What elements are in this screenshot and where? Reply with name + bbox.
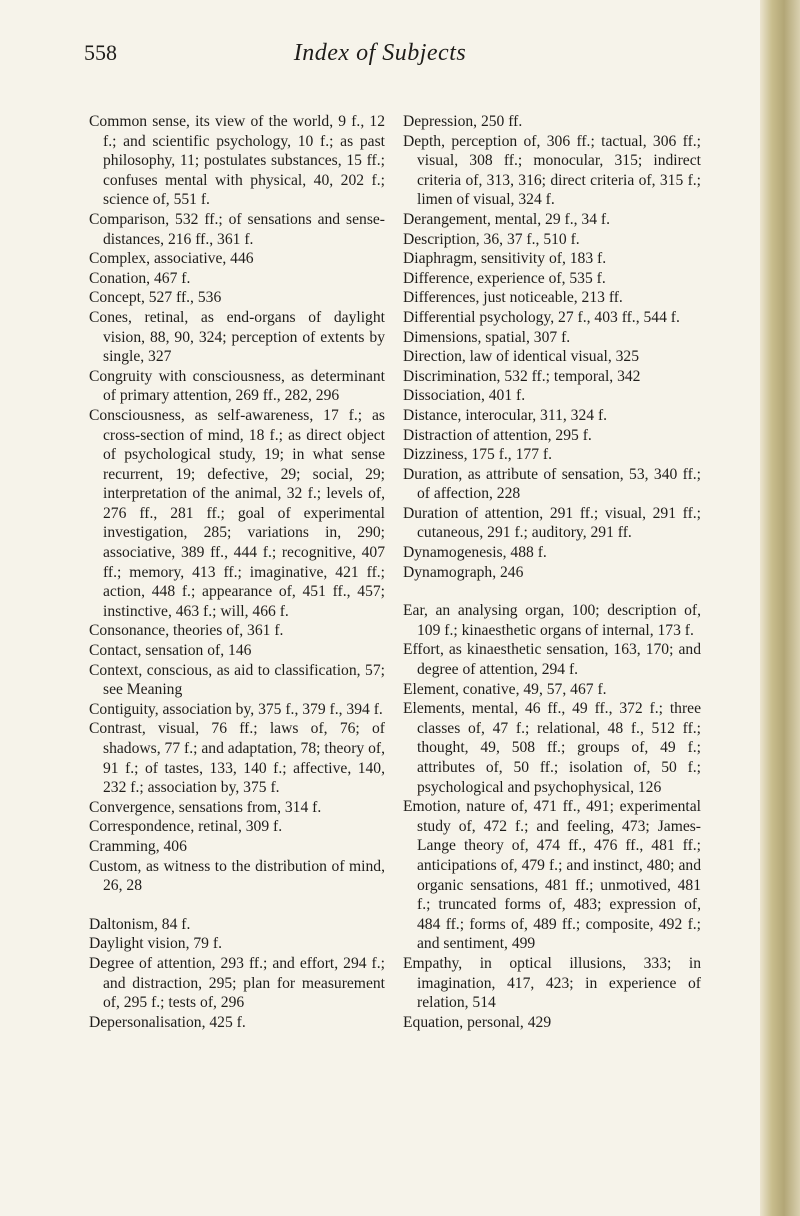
index-entry: Contact, sensation of, 146 [89, 642, 252, 660]
index-entry: Dynamograph, 246 [403, 563, 524, 581]
index-entry: Differential psychology, 27 f., 403 ff., 544 f. [403, 308, 680, 326]
index-entry: Derangement, mental, 29 f., 34 f. [403, 210, 610, 228]
index-entry: Depression, 250 ff. [403, 113, 523, 130]
index-entry: Cramming, 406 [89, 837, 187, 855]
index-entry: Distance, interocular, 311, 324 f. [403, 406, 608, 424]
index-entry: Duration, as attribute of sensation, 53, 340 ff.; of affection, 228 [403, 465, 701, 503]
index-entry: Dissociation, 401 f. [403, 387, 526, 405]
index-entry: Element, conative, 49, 57, 467 f. [403, 680, 607, 698]
index-entry: Dimensions, spatial, 307 f. [403, 328, 571, 346]
page-number: 558 [84, 40, 117, 65]
index-entry: Congruity with consciousness, as determinant of primary attention, 269 ff., 282, 296 [89, 367, 385, 405]
index-entry: Common sense, its view of the world, 9 f., 12 f.; and scientific psychology, 10 f.; as past philosophy, 11; postulates substances, 15 ff.; confuses mental with physical, 40, 202 f.; science of, 551 f. [89, 113, 385, 209]
index-entry: Description, 36, 37 f., 510 f. [403, 230, 580, 248]
index-entry: Depersonalisation, 425 f. [89, 1013, 246, 1031]
index-entry: Consciousness, as self-awareness, 17 f.; as cross-section of mind, 18 f.; as direct object of psychological study, 19; in what sense recurrent, 19; defective, 29; social, 29; interpretation of the animal, 32 f.; levels of, 276 ff., 281 ff.; goal of experimental investigation, 285; variations in, 290; associative, 389 ff., 444 f.; recognitive, 407 ff.; memory, 413 ff.; imaginative, 421 ff.; action, 448 f.; appearance of, 451 ff., 457; instinctive, 463 f.; will, 466 f. [89, 406, 385, 620]
index-entry: Convergence, sensations from, 314 f. [89, 798, 322, 816]
index-column-right [403, 112, 701, 1032]
index-entry: Ear, an analysing organ, 100; description of, 109 f.; kinaesthetic organs of internal, 173 f. [403, 602, 701, 639]
index-entry: Distraction of attention, 295 f. [403, 426, 592, 444]
index-entry: Degree of attention, 293 ff.; and effort, 294 f.; and distraction, 295; plan for measurement of, 295 f.; tests of, 296 [89, 954, 385, 1012]
running-head: Index of Subjects [293, 40, 467, 66]
index-entry: Depth, perception of, 306 ff.; tactual, 306 ff.; visual, 308 ff.; monocular, 315; indirect criteria of, 313, 316; direct criteria of, 315 f.; limen of visual, 324 f. [403, 132, 701, 209]
page-edge [760, 0, 800, 1216]
index-entry: Discrimination, 532 ff.; temporal, 342 [403, 367, 641, 385]
index-column-left [89, 112, 385, 1032]
index-entry: Contrast, visual, 76 ff.; laws of, 76; of shadows, 77 f.; and adaptation, 78; theory of, 91 f.; of tastes, 133, 140 f.; affective, 140, 232 f.; association by, 375 f. [89, 720, 385, 797]
index-entry: Daylight vision, 79 f. [89, 935, 222, 953]
index-entry: Differences, just noticeable, 213 ff. [403, 289, 623, 307]
index-entry: Dizziness, 175 f., 177 f. [403, 446, 552, 464]
index-entry: Daltonism, 84 f. [89, 915, 191, 933]
index-entry: Direction, law of identical visual, 325 [403, 348, 640, 366]
index-entry: Dynamogenesis, 488 f. [403, 544, 547, 562]
index-entry: Conation, 467 f. [89, 269, 191, 287]
index-entry: Cones, retinal, as end-organs of daylight vision, 88, 90, 324; perception of extents by single, 327 [89, 308, 385, 366]
index-entry: Custom, as witness to the distribution of mind, 26, 28 [89, 857, 385, 895]
index-entry: Effort, as kinaesthetic sensation, 163, 170; and degree of attention, 294 f. [403, 641, 701, 679]
index-entry: Contiguity, association by, 375 f., 379 f., 394 f. [89, 700, 383, 718]
index-entry: Elements, mental, 46 ff., 49 ff., 372 f.; three classes of, 47 f.; relational, 48 f., 512 ff.; thought, 49, 508 ff.; groups of, 49 f.; attributes of, 50 ff.; isolation of, 50 f.; psychological and psychophysical, 126 [403, 700, 701, 796]
index-entry: Equation, personal, 429 [403, 1013, 552, 1031]
index-entry: Diaphragm, sensitivity of, 183 f. [403, 250, 607, 268]
index-entry: Consonance, theories of, 361 f. [89, 622, 284, 640]
index-entry: Concept, 527 ff., 536 [89, 289, 222, 307]
index-entry: Duration of attention, 291 ff.; visual, 291 ff.; cutaneous, 291 f.; auditory, 291 ff. [403, 504, 701, 542]
index-entry: Correspondence, retinal, 309 f. [89, 818, 283, 836]
index-entry: Context, conscious, as aid to classification, 57; see Meaning [89, 661, 385, 699]
index-entry: Emotion, nature of, 471 ff., 491; experimental study of, 472 f.; and feeling, 473; James-Lange theory of, 474 ff., 476 ff., 481 ff.; anticipations of, 479 f.; and instinct, 480; and organic sensations, 481 ff.; unmotived, 481 f.; truncated forms of, 483; expression of, 484 ff.; forms of, 489 ff.; composite, 492 f.; and sentiment, 499 [403, 798, 701, 953]
index-entry: Difference, experience of, 535 f. [403, 269, 606, 287]
index-entry: Complex, associative, 446 [89, 250, 254, 268]
index-entry: Comparison, 532 ff.; of sensations and sense-distances, 216 ff., 361 f. [89, 210, 385, 248]
index-entry: Empathy, in optical illusions, 333; in imagination, 417, 423; in experience of relation, 514 [403, 954, 701, 1012]
page-header [0, 40, 760, 76]
